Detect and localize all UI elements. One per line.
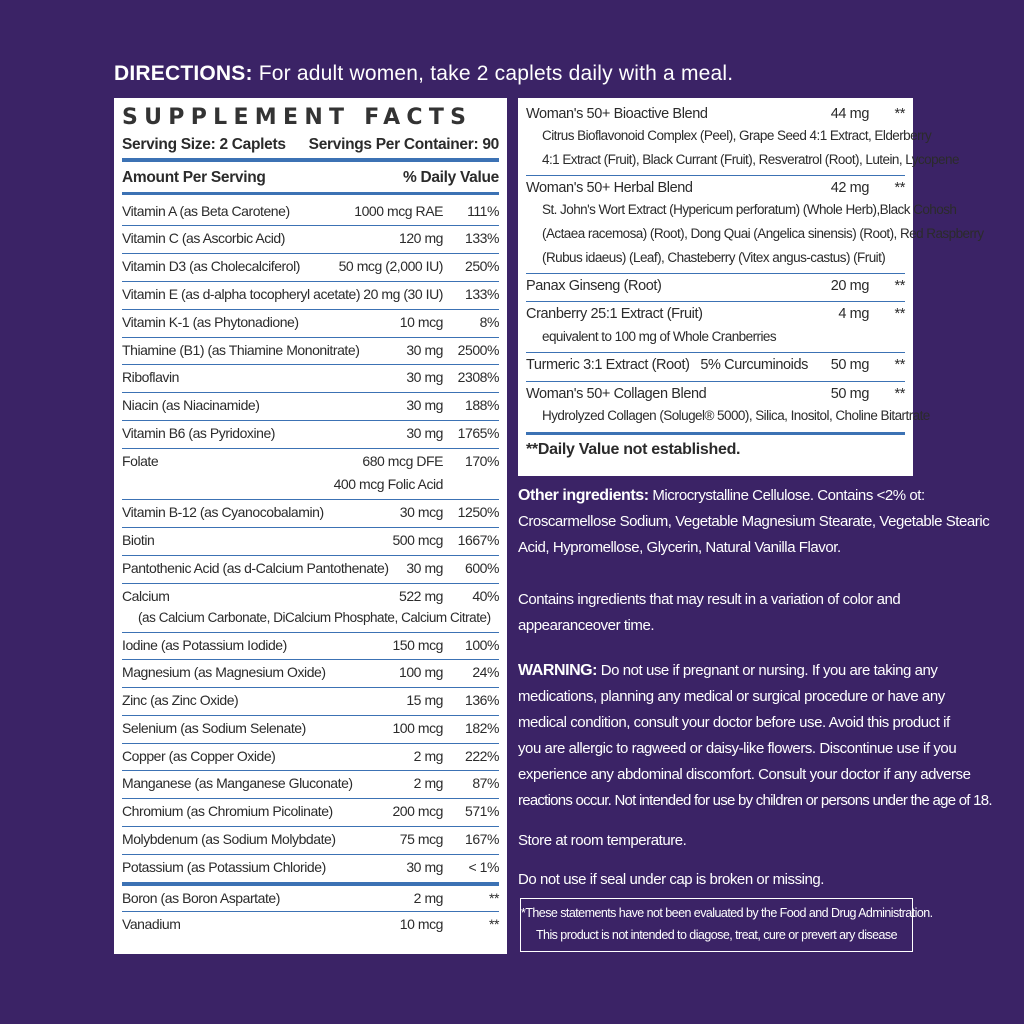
nutrient-amount: 2 mg	[413, 748, 443, 764]
nutrient-dv: 133%	[464, 230, 499, 246]
blend-row	[526, 302, 905, 353]
nutrient-name: Iodine (as Potassium Iodide)	[122, 637, 287, 653]
directions	[114, 62, 994, 86]
blend-dv-mark: **	[894, 357, 905, 373]
nutrient-dv: 170%	[464, 453, 499, 469]
blend-dv-mark: **	[894, 306, 905, 322]
nutrient-dv: 24%	[472, 664, 499, 680]
nutrient-name: Vitamin E (as d-alpha tocopheryl acetate)	[122, 286, 361, 302]
nutrient-row	[122, 827, 499, 855]
blend-dv-mark: **	[894, 278, 905, 294]
nutrient-amount: 200 mcg	[392, 803, 443, 819]
nutrient-name: Boron (as Boron Aspartate)	[122, 890, 280, 906]
blend-name: Turmeric 3:1 Extract (Root) 5% Curcuminoids	[526, 357, 809, 373]
nutrient-amount: 10 mcg	[399, 314, 443, 330]
other-ingredients-line: Acid, Hypromellose, Glycerin, Natural Vanilla Flavor.	[518, 539, 841, 556]
nutrient-name: Folate	[122, 453, 159, 469]
blend-ingredients: equivalent to 100 mg of Whole Cranberries	[542, 329, 777, 344]
warning-line: Do not use if pregnant or nursing. If you are taking any	[600, 662, 938, 679]
nutrient-name: Selenium (as Sodium Selenate)	[122, 720, 306, 736]
divider-mid	[122, 192, 499, 195]
blend-name: Panax Ginseng (Root)	[526, 278, 662, 294]
nutrient-dv: 250%	[464, 258, 499, 274]
nutrient-amount: 30 mg	[406, 397, 443, 413]
variation-line: Contains ingredients that may result in a variation of color and	[518, 591, 901, 608]
nutrient-amount: 30 mg	[406, 560, 443, 576]
blend-amount: 20 mg	[830, 278, 869, 294]
nutrient-name: Niacin (as Niacinamide)	[122, 397, 260, 413]
nutrient-amount: 10 mcg	[399, 916, 443, 932]
blend-amount: 50 mg	[830, 386, 869, 402]
nutrient-dv: **	[489, 890, 499, 906]
blend-name: Woman's 50+ Herbal Blend	[526, 180, 693, 196]
nutrient-name: Manganese (as Manganese Gluconate)	[122, 775, 353, 791]
other-ingredients-label: Other ingredients:	[518, 487, 649, 504]
nutrient-row	[122, 556, 499, 584]
nutrient-name: Potassium (as Potassium Chloride)	[122, 859, 326, 875]
nutrient-row	[122, 310, 499, 338]
nutrient-row	[122, 855, 499, 883]
nutrient-dv: 2308%	[457, 369, 499, 385]
nutrient-dv: 40%	[472, 588, 499, 604]
nutrient-amount: 500 mcg	[392, 532, 443, 548]
blend-name: Woman's 50+ Collagen Blend	[526, 386, 707, 402]
nutrient-amount: 680 mcg DFE	[362, 453, 443, 469]
blend-row	[526, 382, 930, 435]
nutrient-dv: 1667%	[457, 532, 499, 548]
blend-row	[526, 353, 905, 382]
nutrient-dv: 111%	[467, 203, 499, 219]
nutrient-name: Vanadium	[122, 916, 181, 932]
nutrient-name: Magnesium (as Magnesium Oxide)	[122, 664, 326, 680]
warning-line: experience any abdominal discomfort. Consult your doctor if any adverse	[518, 766, 971, 783]
nutrient-name: Copper (as Copper Oxide)	[122, 748, 276, 764]
amount-header: Amount Per Serving	[122, 169, 266, 186]
nutrient-row	[122, 254, 499, 282]
disclaimer-line: This product is not intended to diagose, treat, cure or prevert ary disease	[535, 928, 898, 942]
nutrient-name: Vitamin D3 (as Cholecalciferol)	[122, 258, 300, 274]
blend-ingredients: St. John's Wort Extract (Hypericum perforatum) (Whole Herb),Black Cohosh	[542, 202, 957, 217]
nutrient-name: Vitamin C (as Ascorbic Acid)	[122, 230, 285, 246]
blend-ingredients: (Actaea racemosa) (Root), Dong Quai (Angelica sinensis) (Root), Red Raspberry	[542, 226, 984, 241]
blend-amount: 50 mg	[830, 357, 869, 373]
blend-dv-mark: **	[894, 106, 905, 122]
supplement-facts-panel	[114, 98, 507, 954]
nutrient-name: Vitamin B-12 (as Cyanocobalamin)	[122, 504, 324, 520]
nutrient-row	[122, 883, 499, 912]
nutrient-row	[122, 528, 499, 556]
nutrient-amount: 2 mg	[413, 775, 443, 791]
nutrient-dv: 1765%	[457, 425, 499, 441]
blend-ingredients: Citrus Bioflavonoid Complex (Peel), Grape Seed 4:1 Extract, Elderberry	[542, 128, 932, 143]
nutrient-dv: 8%	[479, 314, 499, 330]
blend-row	[526, 102, 959, 176]
nutrient-row	[122, 799, 499, 827]
blends-panel	[518, 98, 984, 476]
other-ingredients	[518, 483, 990, 561]
divider-thick	[122, 158, 499, 162]
nutrient-name: Thiamine (B1) (as Thiamine Mononitrate)	[122, 342, 360, 358]
blend-dv-mark: **	[894, 180, 905, 196]
nutrient-dv: 182%	[464, 720, 499, 736]
nutrient-row	[122, 421, 499, 449]
directions-label: DIRECTIONS:	[114, 62, 253, 85]
blend-row	[526, 176, 984, 274]
fda-disclaimer	[520, 898, 933, 952]
nutrient-row	[122, 365, 499, 393]
nutrient-amount-secondary: 400 mcg Folic Acid	[333, 476, 443, 492]
nutrient-name: Riboflavin	[122, 369, 179, 385]
nutrient-name: Calcium	[122, 588, 170, 604]
variation-notice	[518, 587, 918, 639]
nutrient-amount: 30 mg	[406, 859, 443, 875]
seal-note: Do not use if seal under cap is broken or missing.	[518, 871, 824, 888]
blend-ingredients: 4:1 Extract (Fruit), Black Currant (Fruit), Resveratrol (Root), Lutein, Lycopene	[542, 152, 959, 167]
nutrient-row	[122, 338, 499, 365]
nutrient-name: Biotin	[122, 532, 155, 548]
nutrient-row	[122, 584, 499, 633]
nutrient-row	[122, 688, 499, 716]
facts-rows	[122, 199, 499, 938]
nutrient-amount: 120 mg	[399, 230, 443, 246]
nutrient-amount: 100 mg	[399, 664, 443, 680]
nutrient-amount: 30 mg	[406, 342, 443, 358]
nutrient-name: Pantothenic Acid (as d-Calcium Pantothenate)	[122, 560, 389, 576]
other-ingredients-line: Microcrystalline Cellulose. Contains <2% ot:	[652, 487, 925, 504]
blend-amount: 44 mg	[830, 106, 869, 122]
nutrient-dv: 600%	[464, 560, 499, 576]
nutrient-dv: 1250%	[457, 504, 499, 520]
nutrient-dv: 2500%	[457, 342, 499, 358]
nutrient-source: (as Calcium Carbonate, DiCalcium Phosphate, Calcium Citrate)	[138, 610, 491, 625]
nutrient-dv: 136%	[464, 692, 499, 708]
nutrient-amount: 15 mg	[406, 692, 443, 708]
nutrient-dv: 87%	[472, 775, 499, 791]
nutrient-row	[122, 912, 499, 938]
nutrient-row	[122, 633, 499, 660]
directions-text: For adult women, take 2 caplets daily with a meal.	[258, 62, 734, 85]
nutrient-amount: 100 mcg	[392, 720, 443, 736]
warning-line: medical condition, consult your doctor before use. Avoid this product if	[518, 714, 950, 731]
nutrient-amount: 30 mcg	[399, 504, 443, 520]
nutrient-amount: 50 mcg (2,000 IU)	[338, 258, 443, 274]
nutrient-dv: 222%	[464, 748, 499, 764]
nutrient-row	[122, 393, 499, 421]
blend-name: Cranberry 25:1 Extract (Fruit)	[526, 306, 703, 322]
nutrient-amount: 75 mcg	[399, 831, 443, 847]
nutrient-name: Zinc (as Zinc Oxide)	[122, 692, 239, 708]
blend-name: Woman's 50+ Bioactive Blend	[526, 106, 708, 122]
nutrient-name: Molybdenum (as Sodium Molybdate)	[122, 831, 336, 847]
nutrient-row	[122, 226, 499, 254]
other-ingredients-line: Croscarmellose Sodium, Vegetable Magnesium Stearate, Vegetable Stearic	[518, 513, 990, 530]
blend-amount: 42 mg	[830, 180, 869, 196]
variation-line: appearanceover time.	[518, 617, 655, 634]
nutrient-amount: 2 mg	[413, 890, 443, 906]
supplement-facts-title: SUPPLEMENT FACTS	[122, 105, 473, 130]
servings-per-container: Servings Per Container: 90	[308, 136, 499, 153]
nutrient-row	[122, 449, 499, 500]
blend-amount: 4 mg	[838, 306, 869, 322]
nutrient-name: Vitamin B6 (as Pyridoxine)	[122, 425, 275, 441]
facts-header	[122, 166, 499, 190]
nutrient-amount: 30 mg	[406, 369, 443, 385]
nutrient-row	[122, 660, 499, 688]
daily-value-note: **Daily Value not established.	[526, 441, 741, 458]
blend-dv-mark: **	[894, 386, 905, 402]
storage-note: Store at room temperature.	[518, 832, 687, 849]
nutrient-amount: 150 mcg	[392, 637, 443, 653]
nutrient-name: Vitamin K-1 (as Phytonadione)	[122, 314, 299, 330]
nutrient-dv: **	[489, 916, 499, 932]
nutrient-name: Vitamin A (as Beta Carotene)	[122, 203, 290, 219]
blend-ingredients: Hydrolyzed Collagen (Solugel® 5000), Silica, Inositol, Choline Bitartrate	[542, 408, 930, 423]
warning-label: WARNING:	[518, 662, 598, 679]
nutrient-row	[122, 500, 499, 528]
nutrient-dv: 100%	[464, 637, 499, 653]
nutrient-dv: 167%	[464, 831, 499, 847]
nutrient-dv: 571%	[464, 803, 499, 819]
warning-line: reactions occur. Not intended for use by children or persons under the age of 18.	[518, 792, 992, 809]
nutrient-row	[122, 199, 499, 226]
warning-line: medications, planning any medical or surgical procedure or have any	[518, 688, 945, 705]
nutrient-amount: 1000 mcg RAE	[354, 203, 443, 219]
nutrient-row	[122, 771, 499, 799]
warning-line: you are allergic to ragweed or daisy-like flowers. Discontinue use if you	[518, 740, 957, 757]
nutrient-row	[122, 282, 499, 310]
serving-size: Serving Size: 2 Caplets	[122, 136, 286, 153]
nutrient-dv: < 1%	[468, 859, 499, 875]
disclaimer-line: *These statements have not been evaluated by the Food and Drug Administration.	[521, 906, 933, 920]
nutrient-amount: 522 mg	[399, 588, 443, 604]
warning-block	[518, 658, 992, 814]
dv-header: % Daily Value	[402, 169, 499, 186]
nutrient-amount: 20 mg (30 IU)	[363, 286, 443, 302]
nutrient-row	[122, 744, 499, 771]
nutrient-name: Chromium (as Chromium Picolinate)	[122, 803, 333, 819]
blend-ingredients: (Rubus idaeus) (Leaf), Chasteberry (Vitex angus-castus) (Fruit)	[542, 250, 886, 265]
nutrient-amount: 30 mg	[406, 425, 443, 441]
serving-info	[122, 134, 499, 156]
nutrient-dv: 133%	[464, 286, 499, 302]
nutrient-row	[122, 716, 499, 744]
nutrient-dv: 188%	[464, 397, 499, 413]
blend-row	[526, 274, 905, 302]
